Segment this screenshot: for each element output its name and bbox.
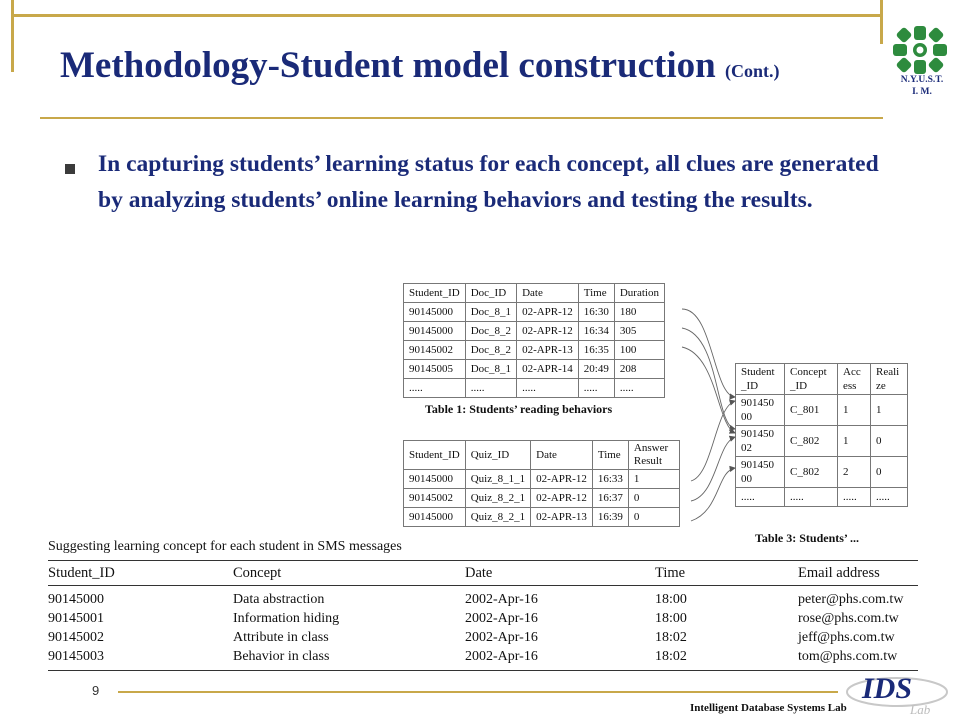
cell: ..... — [871, 488, 908, 507]
cell: ..... — [614, 379, 664, 398]
slide-title-text: Methodology-Student model construction — [60, 45, 716, 86]
cell: C_802 — [785, 457, 838, 488]
header-cell: Time — [655, 561, 798, 586]
cell: Quiz_8_2_1 — [465, 489, 530, 508]
cell: 2 — [838, 457, 871, 488]
university-logo-icon — [893, 26, 948, 74]
table-row — [48, 628, 918, 647]
cell: 208 — [614, 360, 664, 379]
svg-text:Lab: Lab — [910, 702, 931, 717]
cell: 18:00 — [655, 592, 687, 607]
cell: 90145000 — [404, 470, 466, 489]
cell: ..... — [404, 379, 466, 398]
cell: ..... — [578, 379, 614, 398]
arrow-line — [682, 347, 735, 433]
sms-suggestion-section — [48, 538, 918, 672]
cell: 90145000 — [48, 592, 104, 607]
cell: Doc_8_2 — [465, 322, 516, 341]
cell: 305 — [614, 322, 664, 341]
cell: 90145005 — [404, 360, 466, 379]
student-tables-figure — [395, 275, 917, 545]
header-cell: Time — [578, 284, 614, 303]
cell: 901450 02 — [736, 426, 785, 457]
cell: Doc_8_1 — [465, 360, 516, 379]
table-row — [48, 586, 918, 610]
cell: Quiz_8_2_1 — [465, 508, 530, 527]
cell: Data abstraction — [233, 592, 325, 607]
cell: 1 — [871, 395, 908, 426]
cell: 180 — [614, 303, 664, 322]
header-cell: Acc ess — [838, 364, 871, 395]
ids-lab-logo — [842, 662, 952, 720]
cell: 90145003 — [48, 649, 104, 664]
cell: Information hiding — [233, 611, 340, 626]
cell: 16:33 — [592, 470, 628, 489]
cell: ..... — [517, 379, 579, 398]
header-cell: Student_ID — [404, 441, 466, 470]
cell: 90145000 — [404, 303, 466, 322]
cell: 1 — [838, 426, 871, 457]
cell: ..... — [736, 488, 785, 507]
cell: ..... — [838, 488, 871, 507]
title-divider — [40, 117, 883, 119]
cell: 18:02 — [655, 649, 687, 664]
cell: 16:34 — [578, 322, 614, 341]
reading-behaviors-caption: Table 1: Students’ reading behaviors — [425, 402, 613, 416]
frame-line-right — [880, 0, 883, 44]
cell: peter@phs.com.tw — [798, 592, 904, 607]
sms-table-caption: Suggesting learning concept for each student in SMS messages — [48, 539, 402, 554]
cell: 02-APR-12 — [517, 303, 579, 322]
cell: C_801 — [785, 395, 838, 426]
header-cell: Reali ze — [871, 364, 908, 395]
cell: 90145000 — [404, 322, 466, 341]
cell: 90145002 — [404, 489, 466, 508]
table-bottom-rule — [48, 670, 918, 672]
header-cell: Duration — [614, 284, 664, 303]
svg-text:IDS: IDS — [862, 672, 913, 705]
cell: 1 — [838, 395, 871, 426]
header-cell: Doc_ID — [465, 284, 516, 303]
cell: Behavior in class — [233, 649, 330, 664]
cell: 2002-Apr-16 — [465, 611, 538, 626]
cell: Doc_8_2 — [465, 341, 516, 360]
cell: 0 — [628, 508, 679, 527]
header-cell: Answer Result — [628, 441, 679, 470]
page-number: 9 — [92, 683, 100, 698]
cell: 901450 00 — [736, 457, 785, 488]
header-cell: Date — [531, 441, 593, 470]
header-cell: Time — [592, 441, 628, 470]
arrow-line — [682, 309, 735, 397]
cell: 0 — [871, 426, 908, 457]
university-name-line1: N.Y.U.S.T. — [900, 75, 944, 85]
arrow-line — [691, 401, 735, 481]
ids-lab-logo-icon — [842, 662, 952, 720]
cell: 16:30 — [578, 303, 614, 322]
cell: Quiz_8_1_1 — [465, 470, 530, 489]
cell: ..... — [785, 488, 838, 507]
footer-lab-name: Intelligent Database Systems Lab — [690, 702, 847, 714]
cell: 2002-Apr-16 — [465, 649, 538, 664]
cell: 1 — [628, 470, 679, 489]
cell: 90145000 — [404, 508, 466, 527]
cell: ..... — [465, 379, 516, 398]
cell: 0 — [871, 457, 908, 488]
sms-suggestion-table — [48, 560, 918, 666]
arrow-line — [691, 437, 735, 501]
cell: 02-APR-12 — [517, 322, 579, 341]
cell: 2002-Apr-16 — [465, 630, 538, 645]
university-logo — [893, 26, 948, 101]
concept-status-caption: Table 3: Students’ ... — [755, 531, 860, 545]
cell: 16:37 — [592, 489, 628, 508]
university-name — [893, 74, 951, 98]
cell: 16:35 — [578, 341, 614, 360]
cell: 901450 00 — [736, 395, 785, 426]
cell: 02-APR-13 — [531, 508, 593, 527]
frame-line-left — [11, 0, 14, 72]
header-cell: Concept _ID — [785, 364, 838, 395]
cell: C_802 — [785, 426, 838, 457]
university-name-line2: I. M. — [912, 87, 932, 97]
square-bullet-icon — [65, 164, 75, 174]
cell: 90145002 — [404, 341, 466, 360]
cell: 18:02 — [655, 630, 687, 645]
cell: rose@phs.com.tw — [798, 611, 899, 626]
frame-line-top — [11, 14, 883, 17]
header-cell: Email address — [798, 561, 918, 586]
mapping-arrows — [395, 275, 917, 535]
cell: 02-APR-12 — [531, 489, 593, 508]
cell: 2002-Apr-16 — [465, 592, 538, 607]
bullet-text: In capturing students’ learning status for each concept, all clues are generated by analyzing students’ online learning behaviors and testing the results. — [98, 151, 879, 213]
table-row — [48, 609, 918, 628]
cell: Attribute in class — [233, 630, 329, 645]
cell: 0 — [628, 489, 679, 508]
table-header-row — [48, 561, 918, 586]
cell: 100 — [614, 341, 664, 360]
cell: 02-APR-12 — [531, 470, 593, 489]
cell: 90145001 — [48, 611, 104, 626]
cell: 90145002 — [48, 630, 104, 645]
table-row — [48, 647, 918, 666]
cell: 02-APR-14 — [517, 360, 579, 379]
cell: jeff@phs.com.tw — [798, 630, 895, 645]
header-cell: Student_ID — [48, 561, 233, 586]
header-cell: Concept — [233, 561, 465, 586]
cell: 20:49 — [578, 360, 614, 379]
header-cell: Student _ID — [736, 364, 785, 395]
header-cell: Quiz_ID — [465, 441, 530, 470]
footer-divider — [118, 691, 838, 693]
header-cell: Date — [465, 561, 655, 586]
slide-title-suffix: (Cont.) — [724, 61, 780, 81]
cell: 16:39 — [592, 508, 628, 527]
cell: Doc_8_1 — [465, 303, 516, 322]
cell: tom@phs.com.tw — [798, 649, 898, 664]
header-cell: Student_ID — [404, 284, 466, 303]
cell: 18:00 — [655, 611, 687, 626]
cell: 02-APR-13 — [517, 341, 579, 360]
header-cell: Date — [517, 284, 579, 303]
slide-title — [60, 44, 779, 87]
